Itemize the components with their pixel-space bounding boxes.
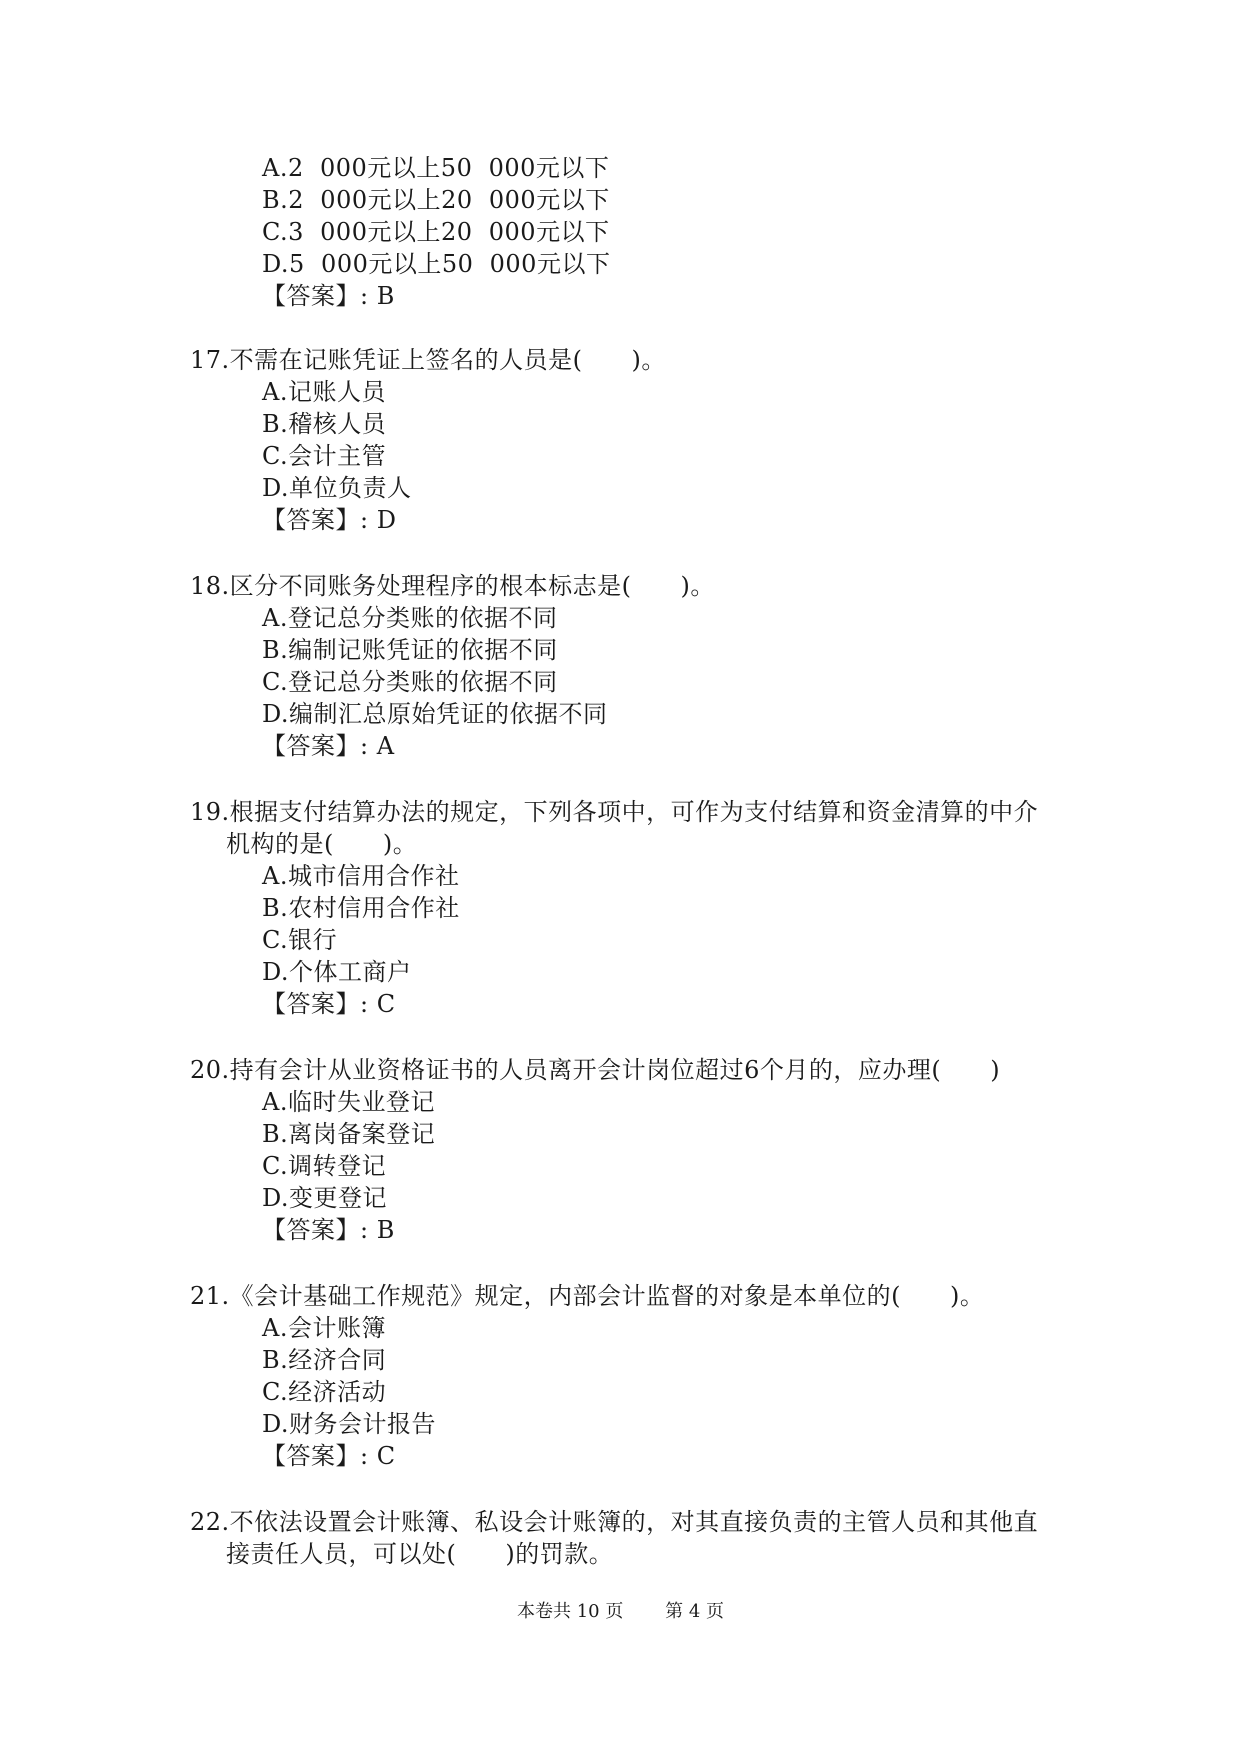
q17-option-c: C.会计主管 (262, 442, 387, 470)
q19-option-b: B.农村信用合作社 (262, 894, 460, 922)
q22-stem-continued: 接责任人员，可以处( )的罚款。 (226, 1540, 614, 1568)
q20-option-a: A.临时失业登记 (262, 1088, 435, 1116)
q20-option-b: B.离岗备案登记 (262, 1120, 436, 1148)
q21-option-b: B.经济合同 (262, 1346, 387, 1374)
q16-option-b: B.2 000元以上20 000元以下 (262, 186, 610, 214)
q18-answer: 【答案】: A (262, 732, 395, 760)
total-pages-label: 本卷共 10 页 (517, 1601, 624, 1622)
q18-option-d: D.编制汇总原始凭证的依据不同 (262, 700, 608, 728)
q20-option-c: C.调转登记 (262, 1152, 387, 1180)
q17-option-d: D.单位负责人 (262, 474, 412, 502)
q17-answer: 【答案】: D (262, 506, 397, 534)
page-footer (0, 1600, 1241, 1624)
q16-option-c: C.3 000元以上20 000元以下 (262, 218, 610, 246)
q17-option-a: A.记账人员 (262, 378, 386, 406)
q18-option-c: C.登记总分类账的依据不同 (262, 668, 558, 696)
q20-option-d: D.变更登记 (262, 1184, 388, 1212)
q19-stem: 19.根据支付结算办法的规定，下列各项中，可作为支付结算和资金清算的中介 (190, 798, 1039, 826)
q18-option-a: A.登记总分类账的依据不同 (262, 604, 558, 632)
q21-answer: 【答案】: C (262, 1442, 396, 1470)
q21-option-a: A.会计账簿 (262, 1314, 386, 1342)
q22-stem: 22.不依法设置会计账簿、私设会计账簿的，对其直接负责的主管人员和其他直 (190, 1508, 1039, 1536)
q20-stem: 20.持有会计从业资格证书的人员离开会计岗位超过6个月的，应办理( ) (190, 1056, 1001, 1084)
q19-option-c: C.银行 (262, 926, 338, 954)
current-page-label: 第 4 页 (665, 1601, 724, 1622)
q19-answer: 【答案】: C (262, 990, 396, 1018)
q16-option-a: A.2 000元以上50 000元以下 (262, 154, 610, 182)
q18-option-b: B.编制记账凭证的依据不同 (262, 636, 558, 664)
q21-option-c: C.经济活动 (262, 1378, 387, 1406)
q19-option-a: A.城市信用合作社 (262, 862, 460, 890)
q17-stem: 17.不需在记账凭证上签名的人员是( )。 (190, 346, 666, 374)
q21-stem: 21.《会计基础工作规范》规定，内部会计监督的对象是本单位的( )。 (190, 1282, 985, 1310)
q20-answer: 【答案】: B (262, 1216, 395, 1244)
q19-option-d: D.个体工商户 (262, 958, 412, 986)
q21-option-d: D.财务会计报告 (262, 1410, 437, 1438)
q18-stem: 18.区分不同账务处理程序的根本标志是( )。 (190, 572, 715, 600)
q16-option-d: D.5 000元以上50 000元以下 (262, 250, 611, 278)
q17-option-b: B.稽核人员 (262, 410, 387, 438)
q16-answer: 【答案】: B (262, 282, 395, 310)
q19-stem-continued: 机构的是( )。 (226, 830, 418, 858)
